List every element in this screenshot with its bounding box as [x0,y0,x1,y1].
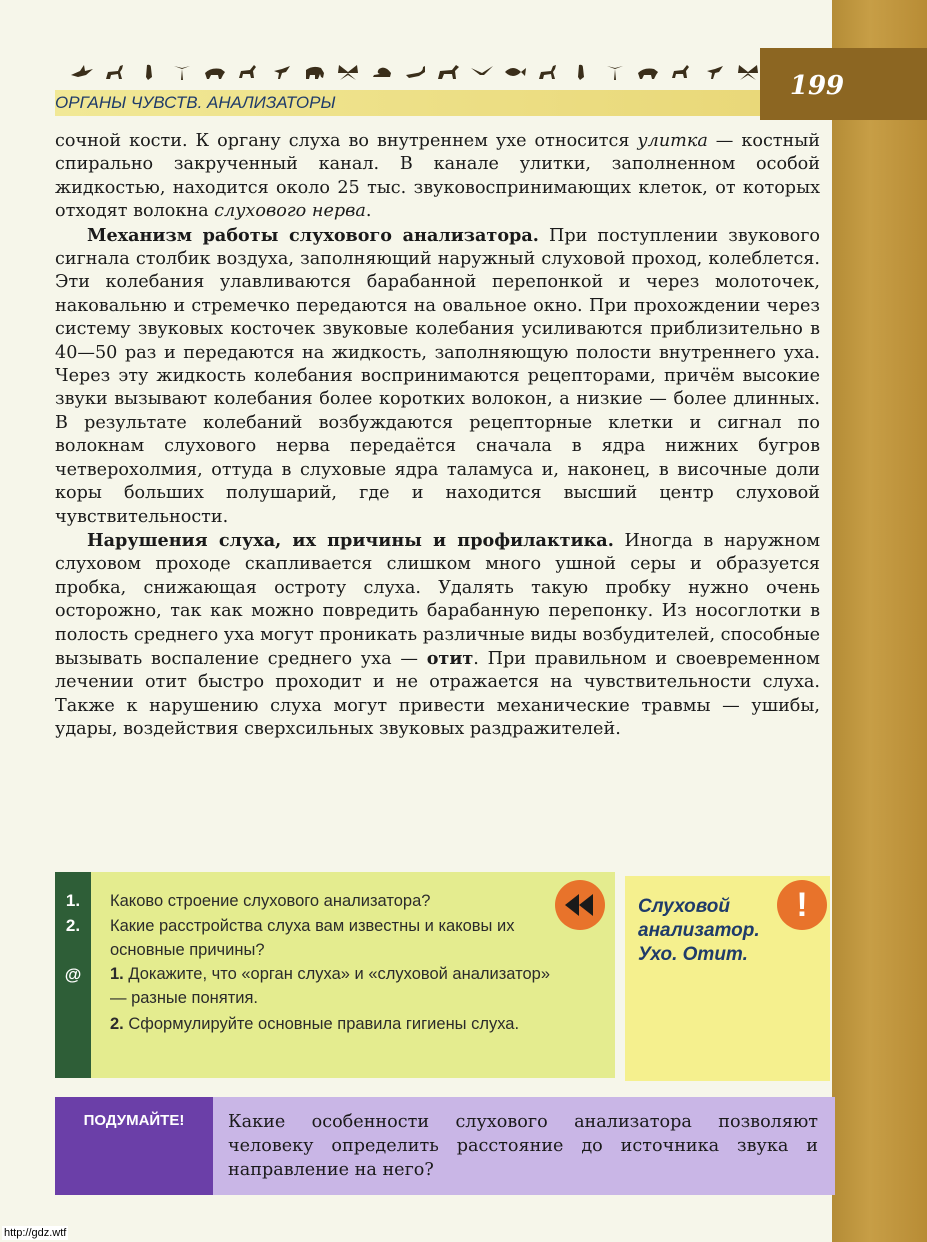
task-text: Докажите, что «орган слуха» и «слуховой анализатор» — разные понятия. [110,965,551,1007]
web-task-marker: @ [64,965,82,984]
ostrich-icon [703,63,727,81]
moth-icon [736,63,760,81]
term-cochlea: улитка [637,131,708,151]
animal-silhouettes-border [70,58,760,86]
term-otitis: отит [426,647,474,669]
goat-icon [236,63,260,81]
text-run: Иногда в наружном слуховом проходе скапливается слишком много ушной серы и образуется пробка, снижающая остроту слуха. Удалять такую пробку нужно очень осторожно, так как можно повредить барабанную перепонку. Из носоглотки в полость среднего уха могут проникать различные виды возбудителей, способные вызывать воспаление среднего уха — [55,530,820,669]
elephant-icon [303,63,327,81]
paragraph-heading: Механизм работы слухового анализатора. [87,224,539,246]
think-label: ПОДУМАЙТЕ! [83,1112,185,1129]
antelope-icon [536,63,560,81]
question-marker-1: 1. [65,891,81,910]
paragraph-cochlea [55,130,820,224]
plant-icon [603,63,627,81]
seal-icon [569,63,593,81]
task-text: Сформулируйте основные правила гигиены слуха. [123,1015,520,1033]
paragraph-disorders [55,529,820,742]
think-question: Какие особенности слухового анализатора позволяют человеку определить расстояние до источника звука и направление на него? [228,1112,818,1180]
boar-icon [203,63,227,81]
term-auditory-nerve: слухового нерва [214,201,366,222]
running-bird-icon [270,63,294,81]
page-number: 199 [789,71,845,101]
snail-icon [370,63,394,81]
section-title: ОРГАНЫ ЧУВСТВ. АНАЛИЗАТОРЫ [55,93,336,112]
butterfly-icon [336,63,360,81]
paragraph-heading: Нарушения слуха, их причины и профилактика. [87,529,614,551]
bird-icon [70,63,94,81]
question-1: Каково строение слухового анализатора? [110,892,431,910]
text-run: сочной кости. К органу слуха во внутреннем ухе относится [55,131,638,151]
exclamation-icon: ! [777,880,827,930]
scorpion-icon [403,63,427,81]
rewind-icon [555,880,605,930]
text-run: — костный спирально закрученный канал. В канале улитки, заполненном особой жидкостью, находится около 25 тыс. звуковоспринимающих клеток, от которых отходят волокна [55,131,820,222]
question-marker-2: 2. [65,916,81,935]
question-2: Какие расстройства слуха вам известны и каковы их основные причины? [110,917,515,959]
paragraph-mechanism [55,224,820,529]
keywords-text: Слуховой анализатор. Ухо. Отит. [638,896,760,965]
task-1 [110,962,565,1010]
main-text [55,130,820,742]
wolf-icon [636,63,660,81]
fish-icon [503,63,527,81]
horse-icon [436,63,460,81]
deer-icon [103,63,127,81]
text-run: . [365,201,372,222]
watermark-link: http://gdz.wtf [4,1227,67,1239]
task-2 [110,1012,565,1036]
task-number: 2. [110,1015,124,1033]
flying-bird-icon [470,63,494,81]
kangaroo-icon [669,63,693,81]
penguin-icon [137,63,161,81]
task-number: 1. [110,965,124,983]
text-run: При поступлении звукового сигнала столбик воздуха, заполняющий наружный слуховой проход, колеблется. Эти колебания улавливаются барабанной перепонкой и через молоточек, наковальню и стремечко передаются на овальное окно. При прохождении через систему звуковых косточек звуковые колебания усиливаются приблизительно в 40—50 раз и передаются на жидкость, заполняющую полости внутреннего уха. Через эту жидкость колебания воспринимаются рецепторами, причём высокие звуки вызывают колебания более коротких волокон, а низкие — более длинных. В результате колебаний возбуждаются рецепторные клетки и сигнал по волокнам слухового нерва передаётся сначала в ядра нижних бугров четверохолмия, оттуда в слуховые ядра таламуса и, наконец, в височные доли коры больших полушарий, где и находится высший центр слуховой чувствительности. [55,225,820,527]
text-run: . При правильном и своевременном лечении отит быстро проходит и не отражается на чувствительности слуха. Также к нарушению слуха могут привести механические травмы — ушибы, удары, воздействия сверхсильных звуковых раздражителей. [55,648,820,740]
page-edge-band [832,0,927,1242]
palm-icon [170,63,194,81]
